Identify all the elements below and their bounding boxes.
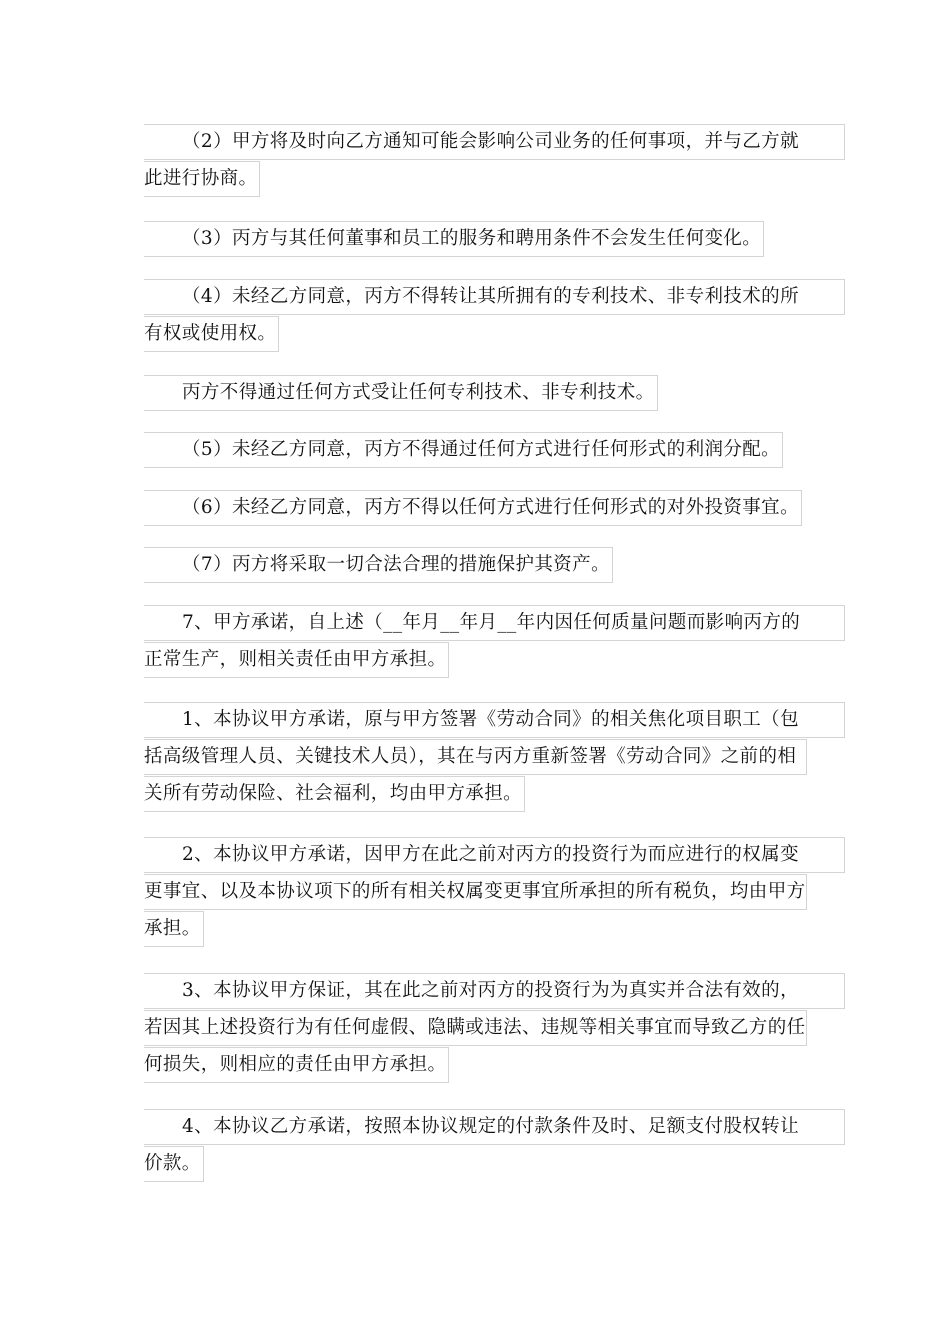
text-line: 2、本协议甲方承诺，因甲方在此之前对丙方的投资行为而应进行的权属变 <box>144 836 806 873</box>
paragraph-clause-2 <box>144 123 806 197</box>
text-line: 关所有劳动保险、社会福利，均由甲方承担。 <box>144 775 806 812</box>
paragraph-item-7 <box>144 604 806 678</box>
text-line: 7、甲方承诺，自上述（__年月__年月__年内因任何质量问题而影响丙方的 <box>144 604 806 641</box>
text-line: 3、本协议甲方保证，其在此之前对丙方的投资行为为真实并合法有效的， <box>144 972 806 1009</box>
paragraph-clause-4 <box>144 278 806 352</box>
paragraph-item-4 <box>144 1108 806 1182</box>
text-line: 此进行协商。 <box>144 160 806 197</box>
paragraph-clause-5 <box>144 431 806 468</box>
text-line: （6）未经乙方同意，丙方不得以任何方式进行任何形式的对外投资事宜。 <box>144 489 806 526</box>
text-line: （4）未经乙方同意，丙方不得转让其所拥有的专利技术、非专利技术的所 <box>144 278 806 315</box>
text-line: 承担。 <box>144 910 806 947</box>
text-line: （7）丙方将采取一切合法合理的措施保护其资产。 <box>144 546 806 583</box>
text-line: 何损失，则相应的责任由甲方承担。 <box>144 1046 806 1083</box>
text-line: 价款。 <box>144 1145 806 1182</box>
paragraph-clause-6 <box>144 489 806 526</box>
text-line: （3）丙方与其任何董事和员工的服务和聘用条件不会发生任何变化。 <box>144 220 806 257</box>
text-line: 丙方不得通过任何方式受让任何专利技术、非专利技术。 <box>144 374 806 411</box>
text-line: 若因其上述投资行为有任何虚假、隐瞒或违法、违规等相关事宜而导致乙方的任 <box>144 1009 806 1046</box>
text-line: （2）甲方将及时向乙方通知可能会影响公司业务的任何事项，并与乙方就 <box>144 123 806 160</box>
text-line: 更事宜、以及本协议项下的所有相关权属变更事宜所承担的所有税负，均由甲方 <box>144 873 806 910</box>
text-line: 正常生产，则相关责任由甲方承担。 <box>144 641 806 678</box>
text-line: （5）未经乙方同意，丙方不得通过任何方式进行任何形式的利润分配。 <box>144 431 806 468</box>
paragraph-item-2 <box>144 836 806 947</box>
paragraph-clause-7 <box>144 546 806 583</box>
text-line: 1、本协议甲方承诺，原与甲方签署《劳动合同》的相关焦化项目职工（包 <box>144 701 806 738</box>
paragraph-item-3 <box>144 972 806 1083</box>
paragraph-clause-3 <box>144 220 806 257</box>
text-line: 括高级管理人员、关键技术人员），其在与丙方重新签署《劳动合同》之前的相 <box>144 738 806 775</box>
text-line: 有权或使用权。 <box>144 315 806 352</box>
text-line: 4、本协议乙方承诺，按照本协议规定的付款条件及时、足额支付股权转让 <box>144 1108 806 1145</box>
paragraph-clause-4-supplement <box>144 374 806 411</box>
paragraph-item-1 <box>144 701 806 812</box>
